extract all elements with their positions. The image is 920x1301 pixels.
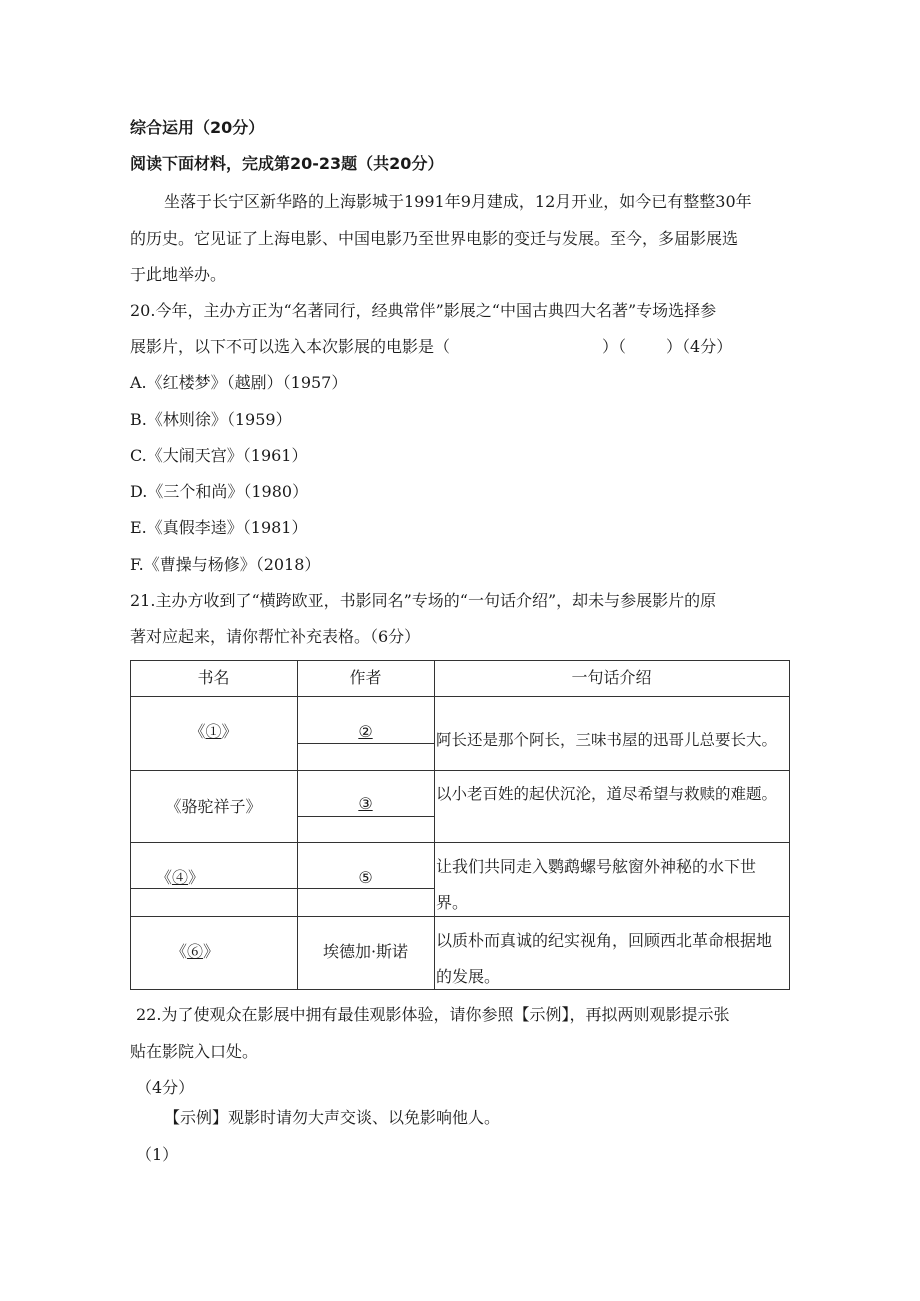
header-book: 书名 bbox=[197, 668, 230, 687]
reading-instruction: 阅读下面材料，完成第20-23题（共20分） bbox=[130, 154, 444, 173]
answer-table bbox=[130, 660, 790, 990]
blank-mark-2[interactable]: ② bbox=[358, 722, 373, 741]
book-bracket: 》 bbox=[221, 722, 238, 741]
table-border bbox=[130, 660, 790, 661]
q20-option-b: B.《林则徐》（1959） bbox=[130, 410, 292, 429]
q20-option-a: A.《红楼梦》（越剧）（1957） bbox=[130, 373, 348, 392]
table-border bbox=[130, 916, 790, 917]
table-border bbox=[130, 660, 131, 990]
row2-intro: 以小老百姓的起伏沉沦，道尽希望与救赎的难题。 bbox=[436, 785, 778, 803]
blank-mark-3[interactable]: ③ bbox=[358, 794, 373, 813]
q22-line-2: 贴在影院入口处。 bbox=[130, 1042, 259, 1061]
row3-book bbox=[156, 868, 276, 888]
book-bracket: 》 bbox=[188, 868, 205, 887]
q20-option-f: F.《曹操与杨修》（2018） bbox=[130, 555, 321, 574]
row4-book bbox=[130, 942, 260, 962]
table-border bbox=[130, 696, 790, 697]
q20-line-1: 20.今年，主办方正为“名著同行，经典常伴”影展之“中国古典四大名著”专场选择参 bbox=[130, 301, 717, 320]
header-author: 作者 bbox=[349, 668, 382, 687]
q20-line-2 bbox=[130, 337, 732, 357]
row2-author[interactable] bbox=[297, 794, 434, 814]
passage-line-2: 的历史。它见证了上海电影、中国电影乃至世界电影的变迁与发展。至今，多届影展选 bbox=[130, 229, 739, 248]
q22-answer-1[interactable]: （1） bbox=[136, 1145, 179, 1164]
q20-stem: 展影片，以下不可以选入本次影展的电影是（ bbox=[130, 337, 451, 356]
section-title: 综合运用（20分） bbox=[130, 118, 265, 137]
table-border bbox=[789, 660, 790, 990]
intro-line: 让我们共同走入鹦鹉螺号舷窗外神秘的水下世 bbox=[436, 857, 757, 876]
q20-score: ）（4分） bbox=[666, 337, 733, 356]
q22-example: 【示例】观影时请勿大声交谈、以免影响他人。 bbox=[164, 1108, 501, 1127]
q20-option-d: D.《三个和尚》（1980） bbox=[130, 482, 309, 501]
blank-mark-1[interactable]: ① bbox=[205, 722, 222, 741]
table-border bbox=[297, 660, 298, 990]
intro-line: 界。 bbox=[436, 893, 469, 912]
table-border bbox=[297, 816, 434, 817]
header-intro: 一句话介绍 bbox=[571, 668, 652, 687]
row1-author[interactable] bbox=[297, 722, 434, 742]
q22-line-1: 22.为了使观众在影展中拥有最佳观影体验，请你参照【示例】，再拟两则观影提示张 bbox=[136, 1005, 730, 1024]
table-border bbox=[130, 989, 790, 990]
blank-mark-6[interactable]: ⑥ bbox=[186, 942, 203, 961]
table-border bbox=[434, 660, 435, 990]
row3-author[interactable] bbox=[297, 868, 434, 888]
passage-line-3: 于此地举办。 bbox=[130, 265, 227, 284]
q20-option-e: E.《真假李逵》（1981） bbox=[130, 518, 308, 537]
passage-line-1: 坐落于长宁区新华路的上海影城于1991年9月建成，12月开业，如今已有整整30年 bbox=[164, 192, 752, 211]
q20-option-c: C.《大闹天宫》（1961） bbox=[130, 446, 308, 465]
book-bracket: 《 bbox=[170, 942, 187, 961]
row1-intro: 阿长还是那个阿长，三味书屋的迅哥儿总要长大。 bbox=[436, 731, 778, 749]
blank-mark-4[interactable]: ④ bbox=[172, 868, 189, 887]
book-bracket: 》 bbox=[203, 942, 220, 961]
q21-line-2: 著对应起来，请你帮忙补充表格。（6分） bbox=[130, 627, 421, 646]
table-border bbox=[130, 770, 790, 771]
row2-book: 《骆驼祥子》 bbox=[165, 797, 262, 816]
book-bracket: 《 bbox=[189, 722, 206, 741]
row3-intro bbox=[436, 856, 788, 914]
intro-line: 的发展。 bbox=[436, 967, 501, 986]
row4-intro bbox=[436, 930, 788, 988]
row4-author: 埃德加·斯诺 bbox=[322, 942, 409, 961]
blank-mark-5[interactable]: ⑤ bbox=[358, 868, 373, 887]
q20-paren: ）（ bbox=[602, 337, 627, 356]
q21-line-1: 21.主办方收到了“横跨欧亚，书影同名”专场的“一句话介绍”，却未与参展影片的原 bbox=[130, 591, 717, 610]
table-border bbox=[297, 743, 434, 744]
intro-line: 以质朴而真诚的纪实视角，回顾西北革命根据地 bbox=[436, 931, 773, 950]
q22-score: （4分） bbox=[136, 1078, 195, 1097]
book-bracket: 《 bbox=[156, 868, 173, 887]
table-border bbox=[130, 842, 790, 843]
row1-book bbox=[130, 722, 297, 742]
table-border bbox=[130, 888, 434, 889]
